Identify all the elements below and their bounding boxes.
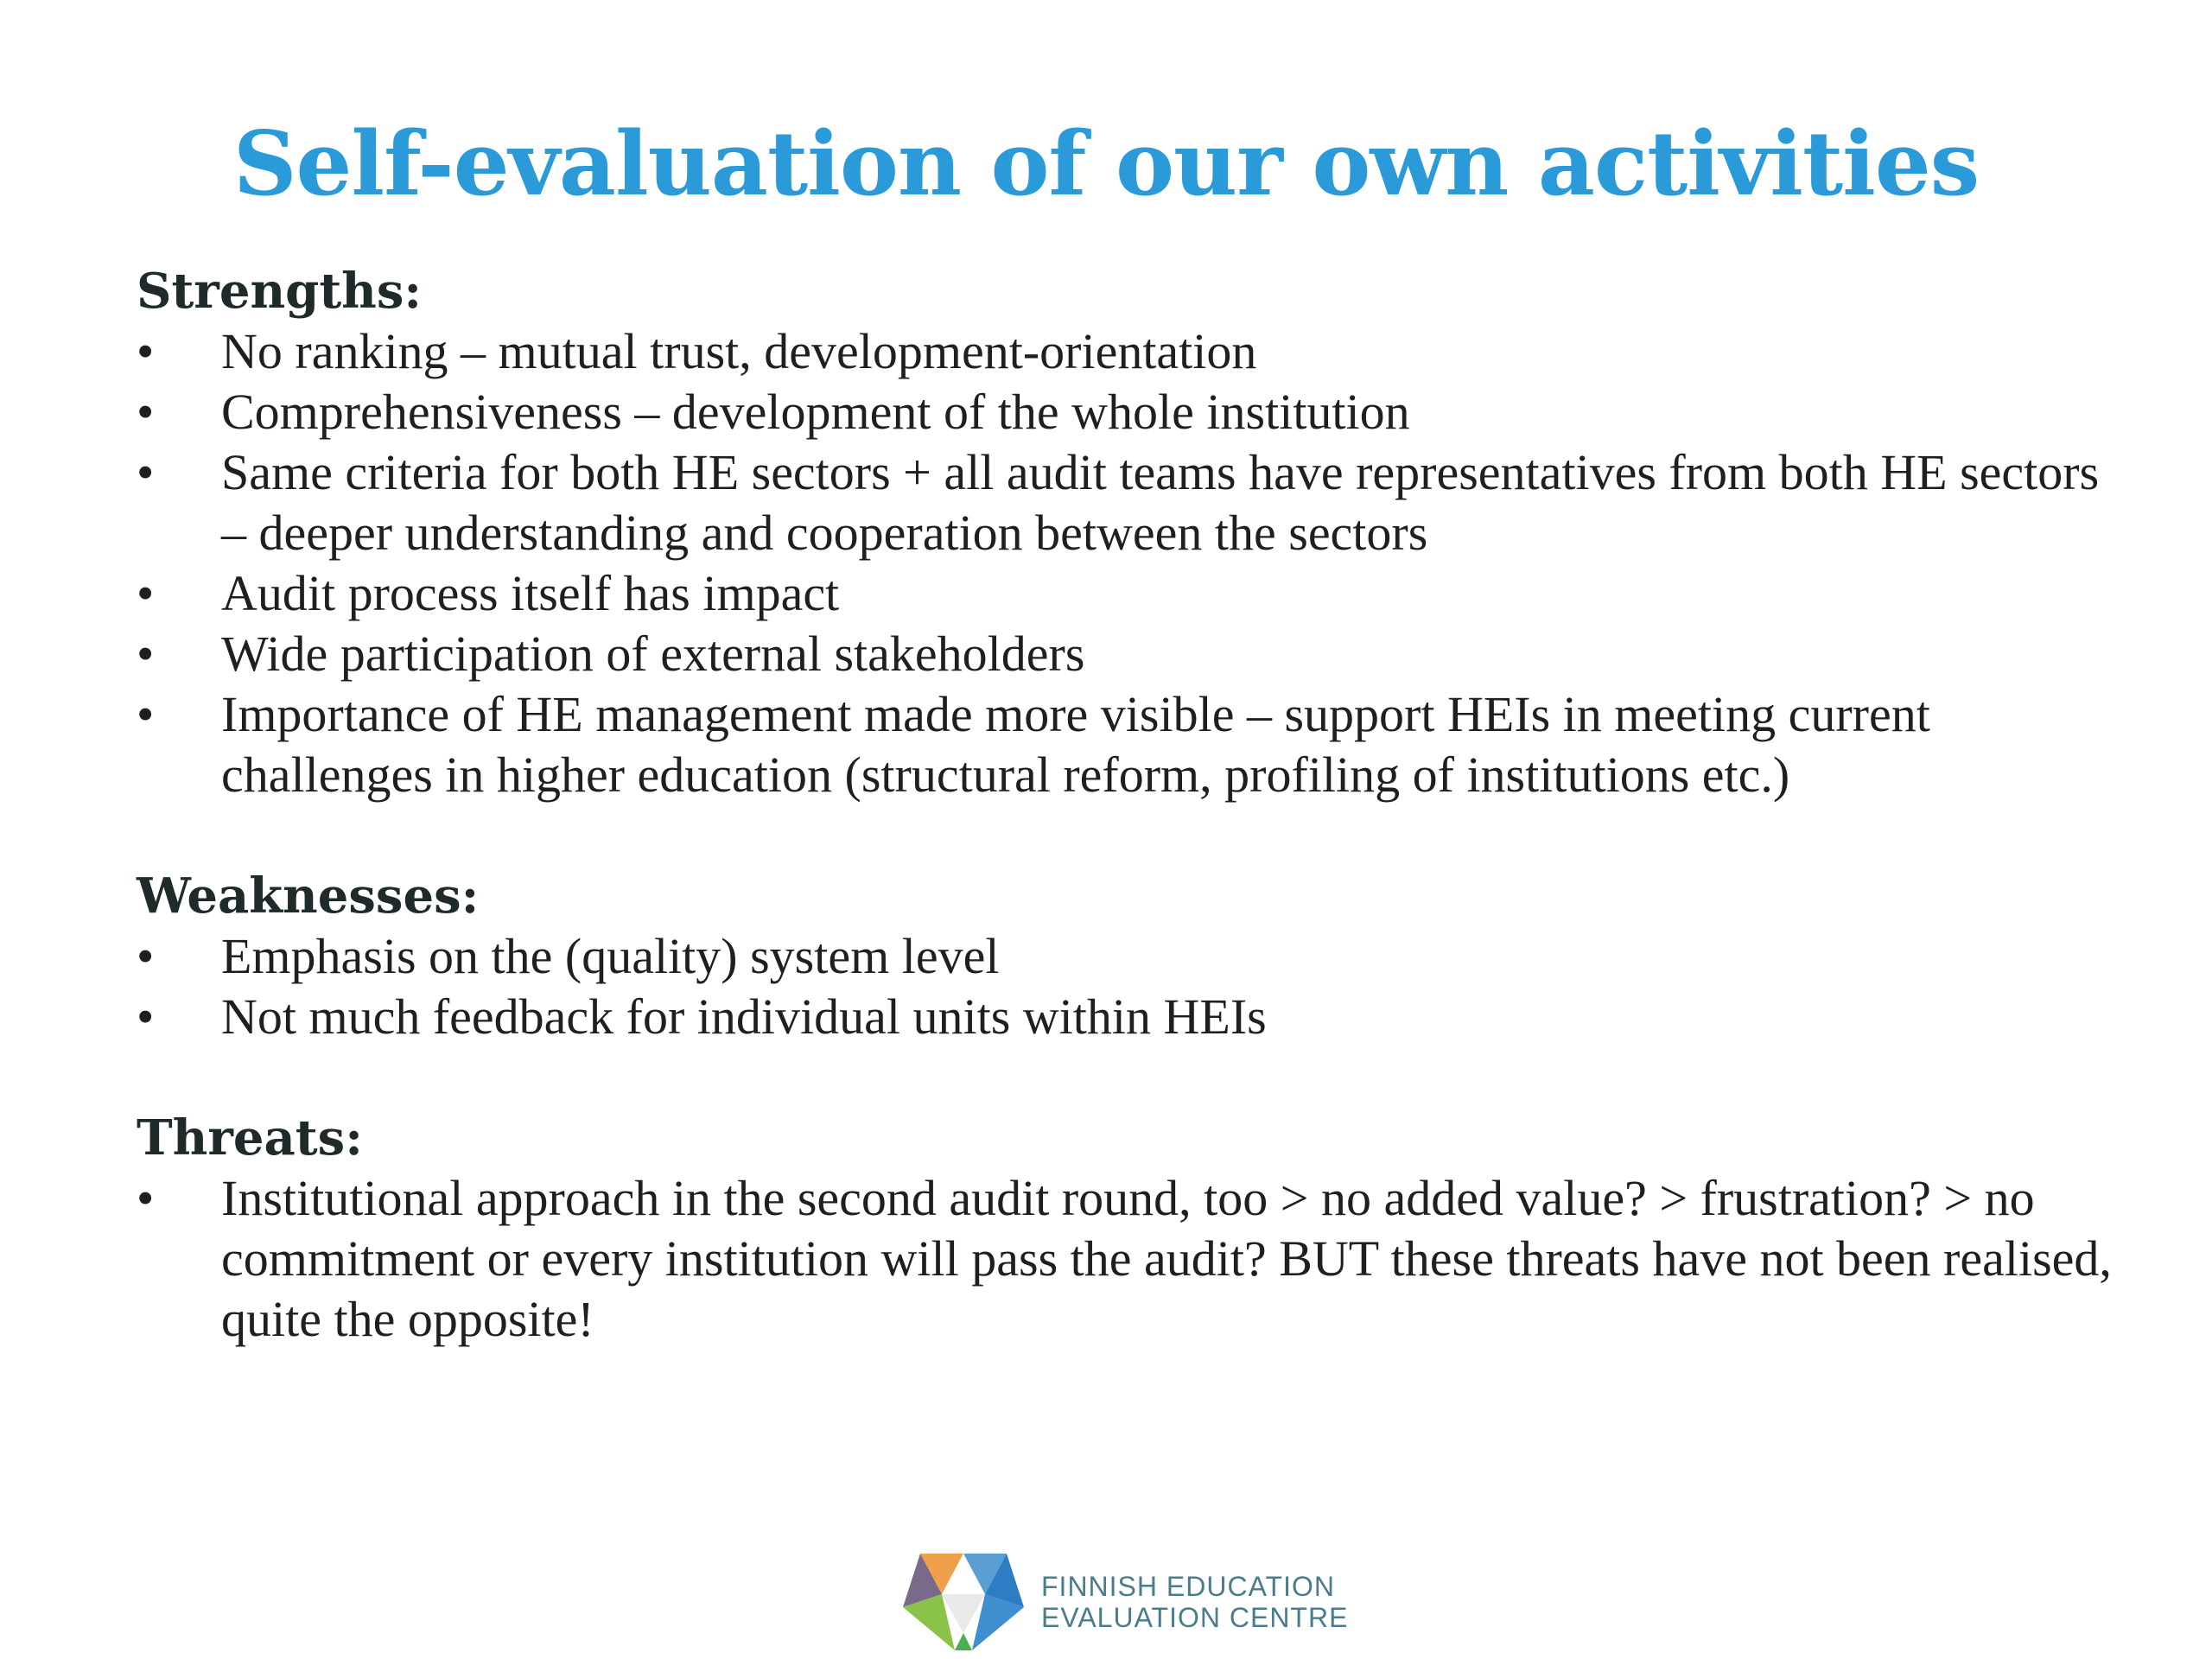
list-item xyxy=(137,563,2115,624)
list-item-text: Comprehensiveness – development of the whole institution xyxy=(221,384,1410,440)
list-item xyxy=(137,987,2115,1047)
triangle-logo-icon xyxy=(903,1547,1024,1659)
spacer xyxy=(137,1047,2115,1108)
logo-line-1: FINNISH EDUCATION xyxy=(1041,1571,1335,1602)
list-item-text: Institutional approach in the second audit round, too > no added value? > frustration? > no commitment or every institution will pass the audit? BUT these threats have not been realised, quite the opposite! xyxy=(221,1170,2112,1347)
bullet-icon: • xyxy=(137,323,155,379)
logo-text xyxy=(1041,1571,1348,1633)
list-item xyxy=(137,321,2115,382)
list-item-text: Not much feedback for individual units within HEIs xyxy=(221,988,1267,1045)
strengths-list xyxy=(137,321,2115,805)
list-item-text: No ranking – mutual trust, development-orientation xyxy=(221,323,1257,379)
bullet-icon: • xyxy=(137,988,155,1045)
list-item-text: Audit process itself has impact xyxy=(221,565,840,621)
strengths-heading: Strengths: xyxy=(137,263,423,320)
list-item xyxy=(137,926,2115,987)
weaknesses-heading: Weaknesses: xyxy=(137,868,480,925)
threats-list xyxy=(137,1168,2115,1350)
list-item-text: Wide participation of external stakeholders xyxy=(221,626,1085,682)
weaknesses-list xyxy=(137,926,2115,1047)
spacer xyxy=(137,805,2115,866)
list-item xyxy=(137,624,2115,684)
logo-line-2: EVALUATION CENTRE xyxy=(1041,1602,1349,1633)
bullet-icon: • xyxy=(137,686,155,742)
list-item-text: Importance of HE management made more visible – support HEIs in meeting current challenges in higher education (structural reform, profiling of institutions etc.) xyxy=(221,686,1930,803)
bullet-icon: • xyxy=(137,565,155,621)
bullet-icon: • xyxy=(137,444,155,500)
list-item xyxy=(137,684,2115,805)
threats-heading: Threats: xyxy=(137,1109,363,1166)
page-title: Self-evaluation of our own activities xyxy=(232,112,1980,216)
bullet-icon: • xyxy=(137,626,155,682)
list-item-text: Emphasis on the (quality) system level xyxy=(221,928,1000,984)
slide-content xyxy=(137,261,2115,1350)
bullet-icon: • xyxy=(137,1170,155,1226)
bullet-icon: • xyxy=(137,928,155,984)
list-item xyxy=(137,442,2115,563)
list-item-text: Same criteria for both HE sectors + all audit teams have representatives from both HE sectors – deeper understanding and cooperation between the sectors xyxy=(221,444,2100,561)
list-item xyxy=(137,382,2115,442)
bullet-icon: • xyxy=(137,384,155,440)
list-item xyxy=(137,1168,2115,1350)
organization-logo xyxy=(903,1547,1352,1659)
